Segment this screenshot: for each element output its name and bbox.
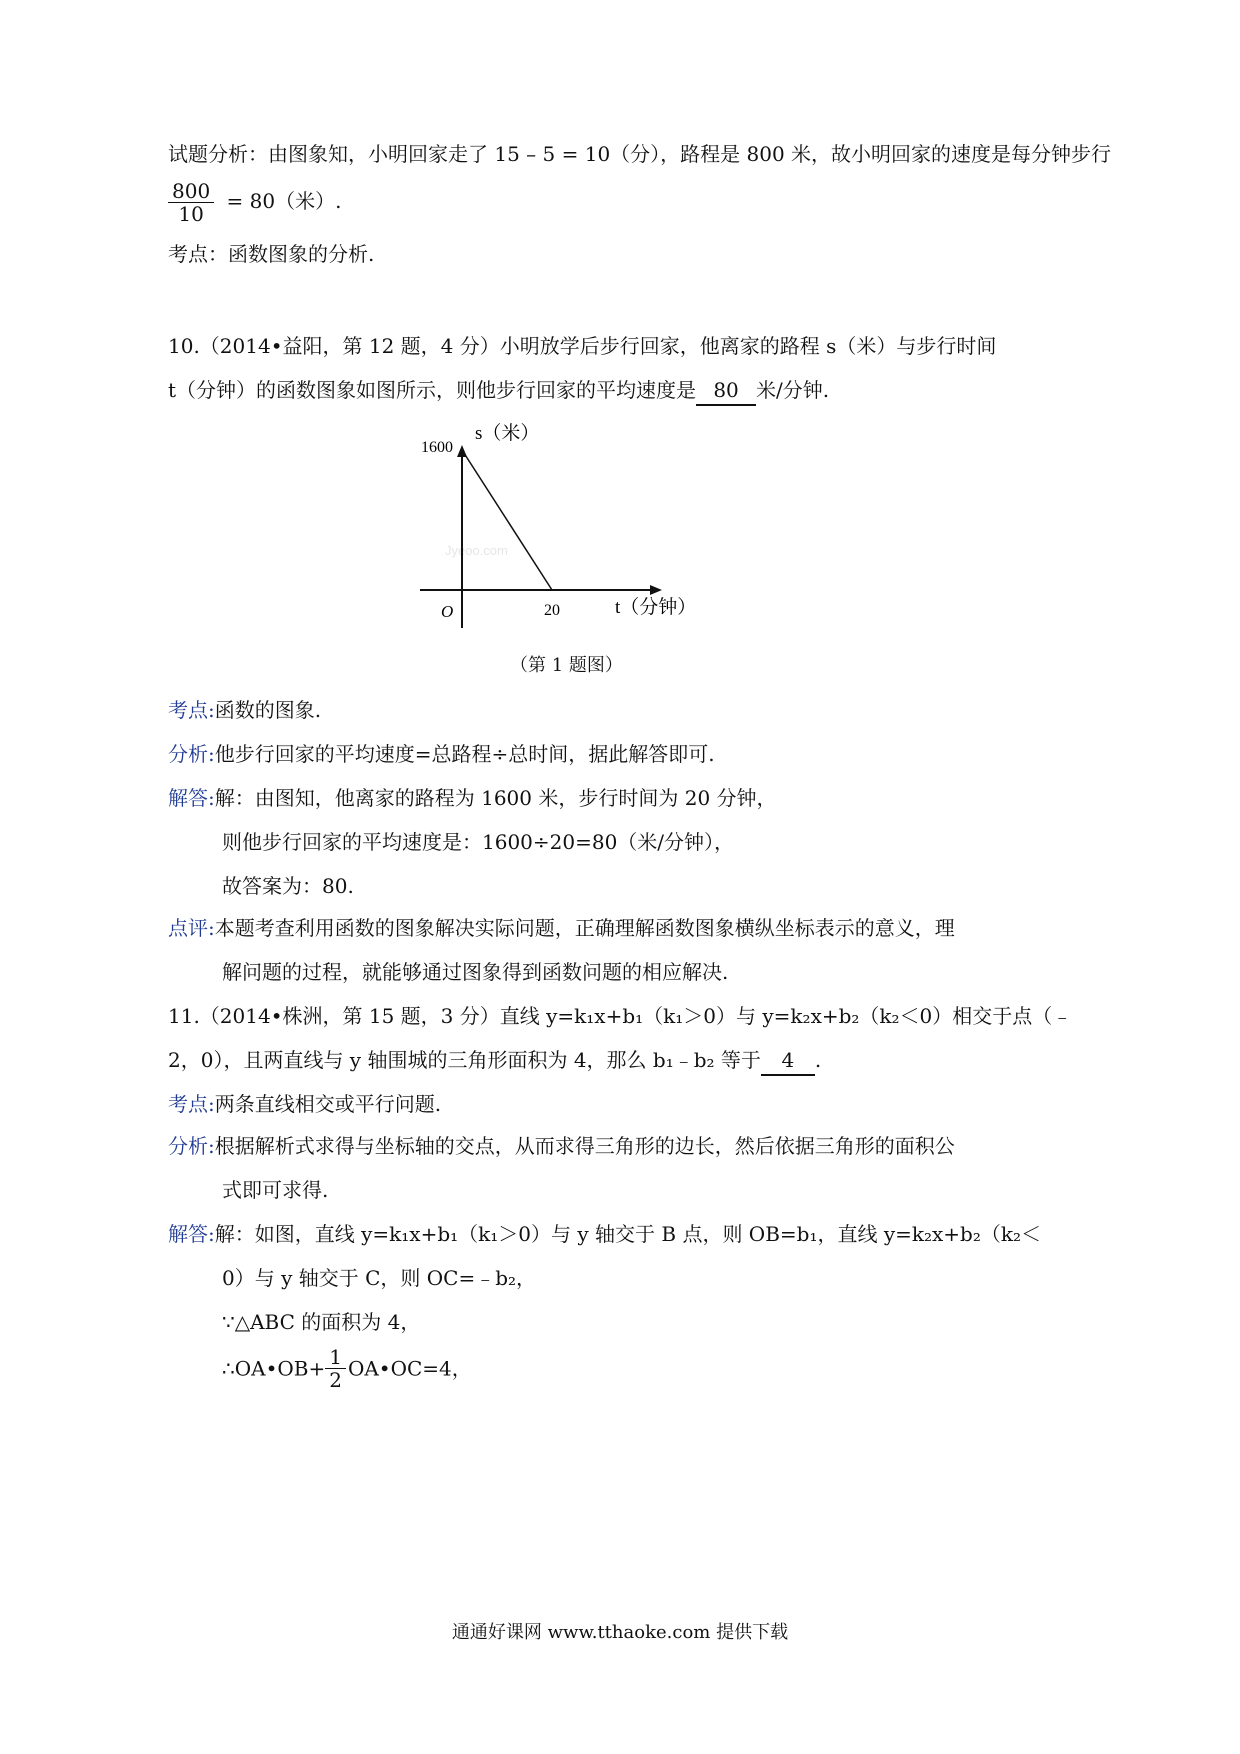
q11-jieda4-pre: ∴OA•OB+	[222, 1356, 326, 1381]
distance-time-graph	[421, 423, 715, 645]
prev-analysis-line: 试题分析：由图象知，小明回家走了 15 – 5 = 10（分），路程是 800 米，故小明回家的速度是每分钟步行	[168, 142, 1112, 166]
q10-stem-post: 米/分钟.	[756, 378, 830, 402]
series-line	[462, 450, 552, 590]
q10-answer-blank: 80	[696, 376, 756, 406]
q11-jieda-line3: ∵△ABC 的面积为 4，	[222, 1310, 421, 1334]
q11-half-fraction	[325, 1346, 346, 1391]
q10-dianping-line2: 解问题的过程，就能够通过图象得到函数问题的相应解决.	[222, 960, 729, 984]
fraction	[168, 180, 214, 225]
q11-stem-pre: 2，0），且两直线与 y 轴围城的三角形面积为 4，那么 b₁﹣b₂ 等于	[168, 1048, 761, 1072]
x-tick-label: 20	[544, 602, 560, 619]
q10-stem-line2	[168, 376, 829, 406]
half-denominator: 2	[329, 1368, 342, 1392]
q11-fenxi-text: 根据解析式求得与坐标轴的交点，从而求得三角形的边长，然后依据三角形的面积公	[214, 1134, 955, 1158]
q11-jieda	[168, 1220, 1041, 1248]
fraction-result: = 80（米）.	[226, 189, 342, 213]
origin-label: O	[441, 602, 454, 621]
fraction-numerator: 800	[168, 180, 214, 203]
q10-jieda-line2: 则他步行回家的平均速度是：1600÷20=80（米/分钟），	[222, 830, 735, 854]
q10-stem-pre: t（分钟）的函数图象如图所示，则他步行回家的平均速度是	[168, 378, 697, 402]
q11-fenxi-label: 分析:	[168, 1134, 215, 1158]
q11-jieda4-post: OA•OC=4，	[347, 1356, 472, 1381]
q11-kaodian-text: 两条直线相交或平行问题.	[214, 1092, 442, 1116]
prev-fraction-line	[168, 180, 341, 225]
x-axis-label: t（分钟）	[615, 597, 697, 618]
q10-kaodian	[168, 696, 321, 724]
q10-stem-line1: 10.（2014•益阳，第 12 题，4 分）小明放学后步行回家，他离家的路程 s（米）与步行时间	[168, 334, 997, 358]
x-axis-arrow	[650, 585, 662, 595]
q11-stem-line2	[168, 1046, 821, 1076]
q11-kaodian	[168, 1090, 441, 1118]
page-footer: 通通好课网 www.tthaoke.com 提供下载	[451, 1622, 789, 1643]
watermark: Jyeoo.com	[445, 543, 508, 558]
q10-jieda-label: 解答:	[168, 786, 215, 810]
q10-fenxi-text: 他步行回家的平均速度=总路程÷总时间，据此解答即可.	[214, 742, 715, 766]
q11-jieda-line4	[222, 1346, 472, 1391]
q11-fenxi-line2: 式即可求得.	[222, 1178, 329, 1202]
q10-jieda-line3: 故答案为：80.	[222, 874, 354, 898]
q11-fenxi	[168, 1132, 955, 1160]
half-numerator: 1	[325, 1346, 346, 1369]
q11-answer-blank: 4	[761, 1046, 815, 1076]
q11-jieda-line2: 0）与 y 轴交于 C，则 OC=﹣b₂，	[222, 1266, 537, 1290]
q11-stem-post: .	[814, 1048, 822, 1072]
y-axis-label: s（米）	[475, 423, 540, 444]
y-tick-label: 1600	[421, 439, 453, 456]
q10-kaodian-label: 考点:	[168, 698, 215, 722]
q10-kaodian-text: 函数的图象.	[214, 698, 322, 722]
q11-jieda-label: 解答:	[168, 1222, 215, 1246]
figure-caption: （第 1 题图）	[510, 655, 623, 676]
q10-dianping-label: 点评:	[168, 916, 215, 940]
fraction-denominator: 10	[178, 202, 204, 226]
q10-dianping-text: 本题考查利用函数的图象解决实际问题，正确理解函数图象横纵坐标表示的意义，理	[214, 916, 955, 940]
q11-jieda-text: 解：如图，直线 y=k₁x+b₁（k₁＞0）与 y 轴交于 B 点，则 OB=b₁，直线 y=k₂x+b₂（k₂＜	[214, 1222, 1042, 1246]
q10-fenxi-label: 分析:	[168, 742, 215, 766]
q11-stem-line1: 11.（2014•株洲，第 15 题，3 分）直线 y=k₁x+b₁（k₁＞0）与 y=k₂x+b₂（k₂＜0）相交于点（﹣	[168, 1004, 1073, 1028]
q10-fenxi	[168, 740, 715, 768]
prev-kaodian: 考点：函数图象的分析.	[168, 242, 375, 266]
q10-dianping	[168, 914, 955, 942]
q10-jieda	[168, 784, 777, 812]
q10-jieda-text: 解：由图知，他离家的路程为 1600 米，步行时间为 20 分钟，	[214, 786, 777, 810]
q11-kaodian-label: 考点:	[168, 1092, 215, 1116]
